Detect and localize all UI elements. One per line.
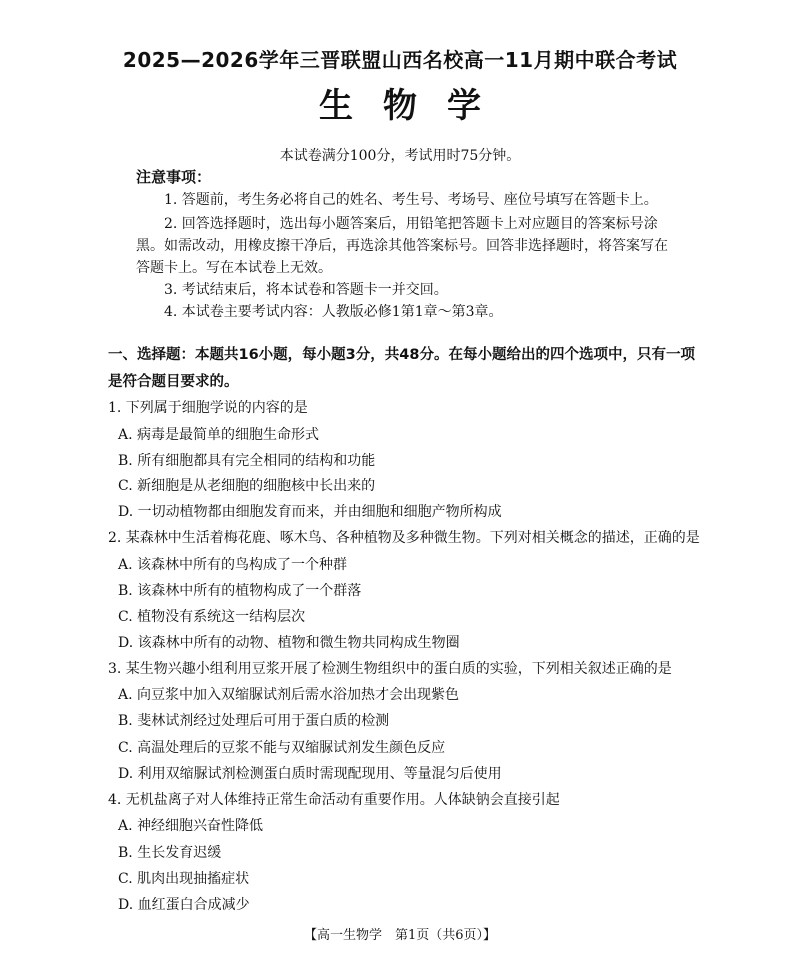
question-option: A. 该森林中所有的鸟构成了一个种群 [118,557,348,573]
question-option: D. 利用双缩脲试剂检测蛋白质时需现配现用、等量混匀后使用 [118,766,502,782]
question-option: C. 新细胞是从老细胞的细胞核中长出来的 [118,478,376,494]
section-heading: 一、选择题：本题共16小题，每小题3分，共48分。在每小题给出的四个选项中，只有一项是符合题目要求的。 [108,347,695,390]
question-stem: 2. 某森林中生活着梅花鹿、啄木鸟、各种植物及多种微生物。下列对相关概念的描述，正确的是 [108,530,700,546]
page-footer: 【高一生物学 第1页（共6页）】 [303,928,497,943]
exam-title: 2025—2026学年三晋联盟山西名校高一11月期中联合考试 [122,48,678,72]
question-option: D. 该森林中所有的动物、植物和微生物共同构成生物圈 [118,635,460,651]
subject-title: 生物学 [319,86,511,126]
question-option: A. 神经细胞兴奋性降低 [118,818,264,834]
question-stem: 4. 无机盐离子对人体维持正常生命活动有重要作用。人体缺钠会直接引起 [108,792,560,808]
notice-item: 4. 本试卷主要考试内容：人教版必修1第1章～第3章。 [164,304,503,320]
notice-item-continuation: 黑。如需改动，用橡皮擦干净后，再选涂其他答案标号。回答非选择题时，将答案写在 [136,238,668,254]
question-option: D. 一切动植物都由细胞发育而来，并由细胞和细胞产物所构成 [118,504,502,520]
question-option: C. 高温处理后的豆浆不能与双缩脲试剂发生颜色反应 [118,740,446,756]
exam-info: 本试卷满分100分，考试用时75分钟。 [279,148,521,164]
question-option: A. 向豆浆中加入双缩脲试剂后需水浴加热才会出现紫色 [118,687,460,703]
question-option: A. 病毒是最简单的细胞生命形式 [118,427,320,443]
question-option: C. 肌肉出现抽搐症状 [118,871,250,887]
notice-heading: 注意事项： [136,168,212,186]
question-stem: 3. 某生物兴趣小组利用豆浆开展了检测生物组织中的蛋白质的实验，下列相关叙述正确的是 [108,661,672,677]
question-option: B. 斐林试剂经过处理后可用于蛋白质的检测 [118,713,390,729]
question-option: B. 该森林中所有的植物构成了一个群落 [118,583,362,599]
notice-item: 2. 回答选择题时，选出每小题答案后，用铅笔把答题卡上对应题目的答案标号涂 [164,216,658,232]
question-option: B. 生长发育迟缓 [118,845,222,861]
question-option: D. 血红蛋白合成减少 [118,897,250,913]
question-stem: 1. 下列属于细胞学说的内容的是 [108,400,308,416]
question-option: B. 所有细胞都具有完全相同的结构和功能 [118,453,376,469]
notice-item: 1. 答题前，考生务必将自己的姓名、考生号、考场号、座位号填写在答题卡上。 [164,192,658,208]
notice-item-continuation: 答题卡上。写在本试卷上无效。 [136,260,332,276]
question-option: C. 植物没有系统这一结构层次 [118,609,306,625]
notice-item: 3. 考试结束后，将本试卷和答题卡一并交回。 [164,282,448,298]
